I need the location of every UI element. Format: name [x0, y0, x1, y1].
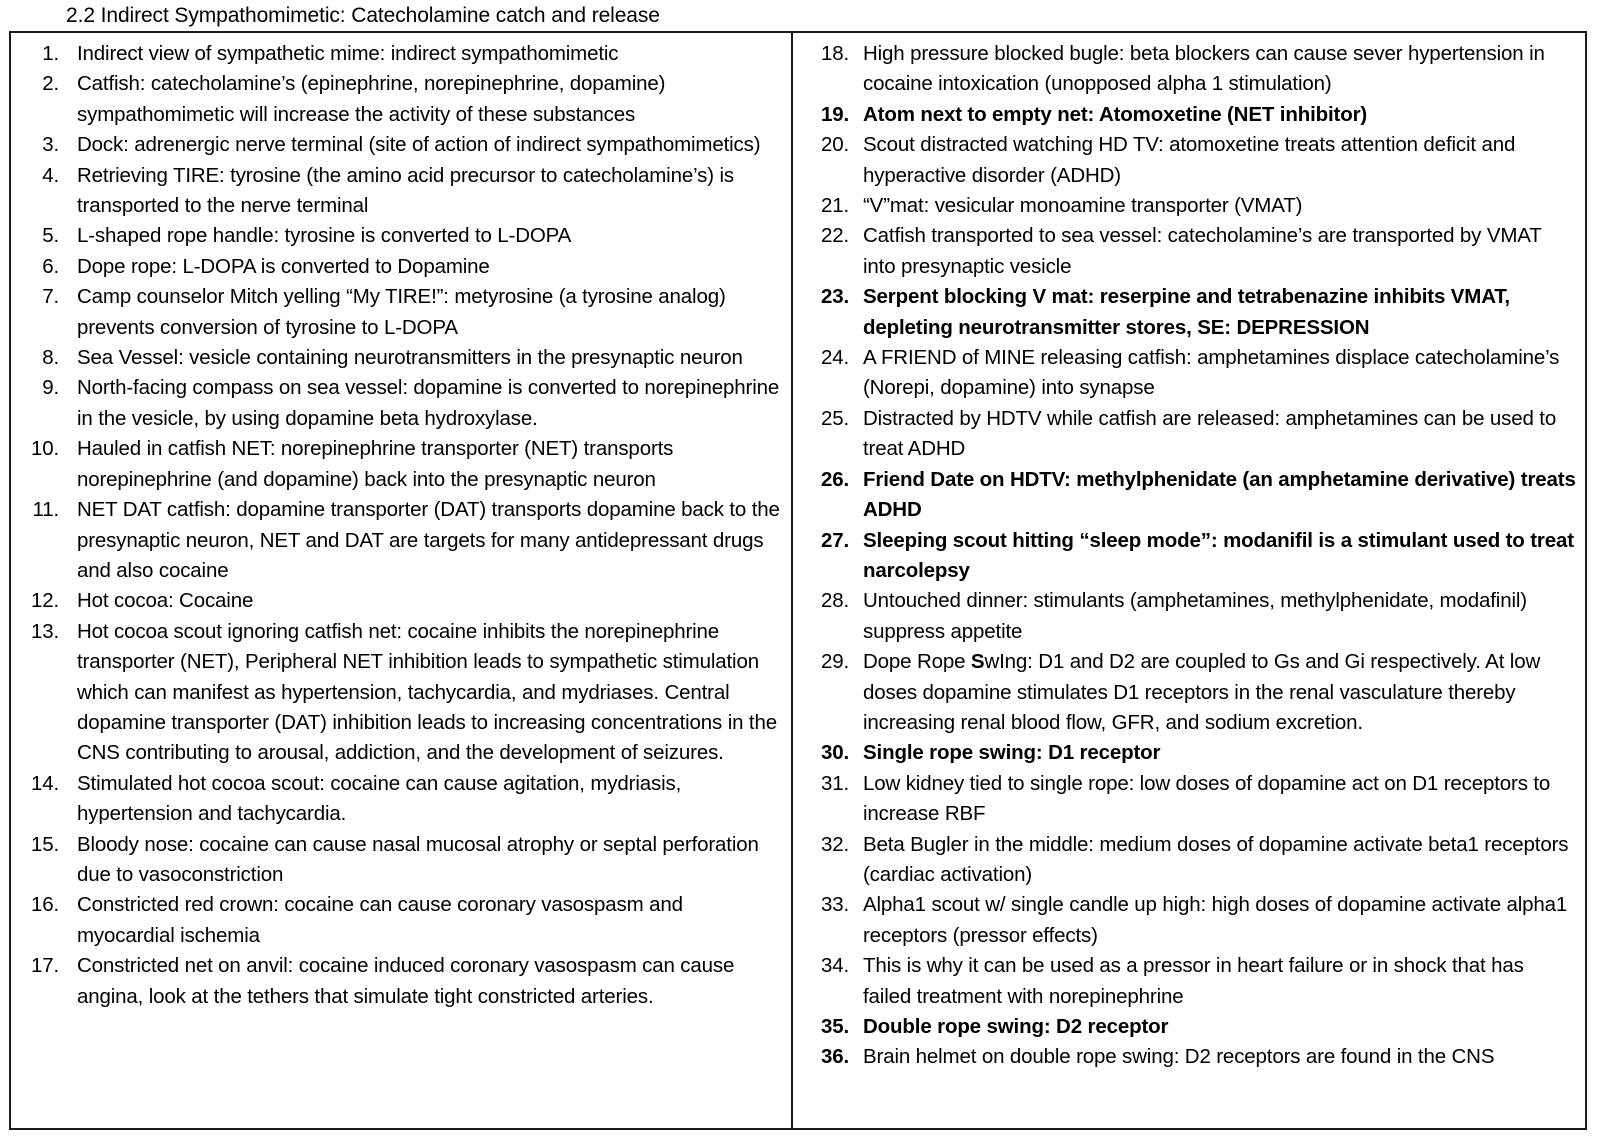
list-item-number: 1.	[42, 42, 59, 65]
list-item-number: 21.	[820, 194, 849, 218]
list-item	[13, 495, 783, 586]
list-item-number: 12.	[30, 589, 59, 613]
list-item	[13, 373, 783, 434]
list-item-number: 36.	[820, 1045, 849, 1069]
mnemonic-list-left	[13, 39, 783, 1012]
list-item-text: Indirect view of sympathetic mime: indirect sympathomimetic	[77, 42, 619, 65]
list-item	[13, 434, 783, 495]
list-item-text: Single rope swing: D1 receptor	[863, 741, 1161, 765]
list-item	[803, 221, 1577, 282]
list-item	[13, 282, 783, 343]
list-item-text: Hauled in catfish NET: norepinephrine transporter (NET) transports norepinephrine (and dopamine) back into the presynaptic neuron	[77, 437, 674, 491]
list-item-number: 25.	[820, 406, 849, 430]
list-item-text: North-facing compass on sea vessel: dopamine is converted to norepinephrine in the vesicle, by using dopamine beta hydroxylase.	[77, 376, 780, 430]
list-item-number: 31.	[820, 771, 849, 795]
list-item	[13, 586, 783, 616]
text-run: wIng: D1 and D2 are coupled to Gs and Gi respectively. At low doses dopamine stimulates D1 receptors in the renal vasculature thereby increasing renal blood flow, GFR, and sodium excretion.	[863, 650, 1541, 734]
list-item-number: 19.	[820, 102, 849, 126]
list-item-text: Brain helmet on double rope swing: D2 receptors are found in the CNS	[863, 1045, 1495, 1069]
list-item-text: Atom next to empty net: Atomoxetine (NET inhibitor)	[863, 102, 1368, 126]
list-item-text: Catfish: catecholamine’s (epinephrine, norepinephrine, dopamine) sympathomimetic will increase the activity of these substances	[77, 72, 666, 126]
table-cell-left	[11, 33, 793, 1128]
page-title: 2.2 Indirect Sympathomimetic: Catecholamine catch and release	[66, 4, 660, 27]
list-item	[803, 343, 1577, 404]
list-item	[803, 830, 1577, 891]
list-item	[13, 252, 783, 282]
list-item	[803, 951, 1577, 1012]
list-item-text: Hot cocoa: Cocaine	[77, 589, 254, 613]
list-item-text: Constricted net on anvil: cocaine induced coronary vasospasm can cause angina, look at the tethers that simulate tight constricted arteries.	[77, 954, 735, 1008]
list-item-text: Constricted red crown: cocaine can cause coronary vasospasm and myocardial ischemia	[77, 893, 683, 947]
list-item-text: Camp counselor Mitch yelling “My TIRE!”: metyrosine (a tyrosine analog) prevents conversion of tyrosine to L-DOPA	[77, 285, 726, 339]
list-item-text: Sleeping scout hitting “sleep mode”: modanifil is a stimulant used to treat narcolepsy	[863, 528, 1574, 582]
list-item-number: 2.	[42, 72, 59, 96]
list-item-text: Catfish transported to sea vessel: catecholamine’s are transported by VMAT into presynaptic vesicle	[863, 224, 1542, 278]
list-item	[13, 343, 783, 373]
list-item-text: Bloody nose: cocaine can cause nasal mucosal atrophy or septal perforation due to vasoconstriction	[77, 832, 759, 886]
list-item-number: 17.	[30, 954, 59, 978]
list-item-number: 32.	[820, 832, 849, 856]
list-item-text: This is why it can be used as a pressor in heart failure or in shock that has failed treatment with norepinephrine	[863, 954, 1524, 1008]
list-item-number: 7.	[42, 285, 59, 309]
list-item-text: Distracted by HDTV while catfish are released: amphetamines can be used to treat ADHD	[863, 406, 1557, 461]
list-item	[803, 586, 1577, 647]
list-item-number: 3.	[42, 133, 59, 157]
list-item-text: Sea Vessel: vesicle containing neurotransmitters in the presynaptic neuron	[77, 346, 743, 370]
list-item	[803, 1042, 1577, 1072]
list-item-number: 22.	[820, 224, 849, 248]
list-item-text: Friend Date on HDTV: methylphenidate (an amphetamine derivative) treats ADHD	[863, 467, 1576, 522]
list-item-number: 28.	[820, 589, 849, 613]
list-item-text: “V”mat: vesicular monoamine transporter (VMAT)	[863, 194, 1303, 218]
list-item-text: Retrieving TIRE: tyrosine (the amino acid precursor to catecholamine’s) is transported to the nerve terminal	[77, 163, 734, 218]
list-item-number: 4.	[42, 163, 59, 187]
list-item	[13, 769, 783, 830]
two-column-table	[9, 31, 1587, 1130]
list-item	[803, 282, 1577, 343]
list-item-number: 35.	[820, 1015, 849, 1038]
list-item-number: 23.	[820, 285, 849, 309]
list-item-text: High pressure blocked bugle: beta blockers can cause sever hypertension in cocaine intoxication (unopposed alpha 1 stimulation)	[863, 42, 1545, 96]
list-item-number: 15.	[30, 832, 59, 856]
list-item-number: 16.	[30, 893, 59, 917]
list-item-number: 27.	[820, 528, 849, 552]
list-item-number: 9.	[42, 376, 59, 400]
list-item-number: 11.	[32, 498, 59, 522]
list-item-text: Beta Bugler in the middle: medium doses of dopamine activate beta1 receptors (cardiac activation)	[863, 832, 1569, 886]
list-item	[803, 526, 1577, 587]
list-item	[803, 738, 1577, 768]
list-item-number: 34.	[820, 954, 849, 978]
list-item-text: A FRIEND of MINE releasing catfish: amphetamines displace catecholamine’s (Norepi, dopamine) into synapse	[863, 346, 1560, 400]
list-item	[13, 69, 783, 130]
list-item-text: Hot cocoa scout ignoring catfish net: cocaine inhibits the norepinephrine transporter (NET), Peripheral NET inhibition leads to sympathetic stimulation which can manifest as hypertension, tachycardia, and mydriases. Central dopamine transporter (DAT) inhibition leads to increasing concentrations in the CNS contributing to arousal, addiction, and the development of seizures.	[77, 619, 777, 765]
list-item	[803, 647, 1577, 738]
text-run: Dope Rope	[863, 650, 971, 674]
list-item	[13, 890, 783, 951]
list-item-text	[863, 647, 1577, 738]
list-item	[13, 161, 783, 222]
list-item-text: Alpha1 scout w/ single candle up high: high doses of dopamine activate alpha1 receptors (pressor effects)	[863, 893, 1568, 947]
list-item	[803, 1012, 1577, 1042]
list-item-text: NET DAT catfish: dopamine transporter (DAT) transports dopamine back to the presynaptic neuron, NET and DAT are targets for many antidepressant drugs and also cocaine	[77, 498, 780, 582]
list-item	[803, 890, 1577, 951]
list-item-number: 26.	[820, 467, 849, 491]
list-item-text: Stimulated hot cocoa scout: cocaine can cause agitation, mydriasis, hypertension and tachycardia.	[77, 771, 682, 826]
list-item-text: Dope rope: L-DOPA is converted to Dopamine	[77, 254, 490, 278]
mnemonic-list-right	[803, 39, 1577, 1073]
list-item	[13, 39, 783, 69]
list-item-text: Untouched dinner: stimulants (amphetamines, methylphenidate, modafinil) suppress appetite	[863, 589, 1527, 643]
list-item	[803, 191, 1577, 221]
list-item	[803, 130, 1577, 191]
list-item	[13, 130, 783, 160]
list-item-text: Serpent blocking V mat: reserpine and tetrabenazine inhibits VMAT, depleting neurotransmitter stores, SE: DEPRESSION	[863, 285, 1510, 339]
list-item-number: 14.	[30, 771, 59, 795]
list-item	[803, 39, 1577, 100]
table-cell-right	[793, 33, 1585, 1128]
list-item-number: 10.	[30, 437, 59, 461]
list-item-number: 33.	[820, 893, 849, 917]
list-item-number: 24.	[820, 346, 849, 370]
list-item-text: Scout distracted watching HD TV: atomoxetine treats attention deficit and hyperactive disorder (ADHD)	[863, 133, 1516, 187]
list-item	[13, 830, 783, 891]
list-item	[803, 465, 1577, 526]
list-item-number: 8.	[42, 346, 59, 370]
list-item	[803, 769, 1577, 830]
list-item-number: 6.	[42, 254, 59, 278]
list-item-text: Low kidney tied to single rope: low doses of dopamine act on D1 receptors to increase RBF	[863, 771, 1551, 826]
list-item-number: 5.	[42, 224, 59, 248]
list-item	[13, 221, 783, 251]
list-item-number: 29.	[820, 650, 849, 674]
list-item	[13, 951, 783, 1012]
list-item-number: 13.	[30, 619, 59, 643]
list-item-number: 18.	[820, 42, 849, 65]
list-item-number: 20.	[820, 133, 849, 157]
list-item	[13, 617, 783, 769]
list-item-text: Double rope swing: D2 receptor	[863, 1015, 1169, 1038]
list-item	[803, 100, 1577, 130]
list-item-text: L-shaped rope handle: tyrosine is converted to L-DOPA	[77, 224, 572, 248]
list-item-number: 30.	[820, 741, 849, 765]
list-item	[803, 404, 1577, 465]
text-run: S	[970, 650, 985, 674]
list-item-text: Dock: adrenergic nerve terminal (site of action of indirect sympathomimetics)	[77, 133, 761, 157]
